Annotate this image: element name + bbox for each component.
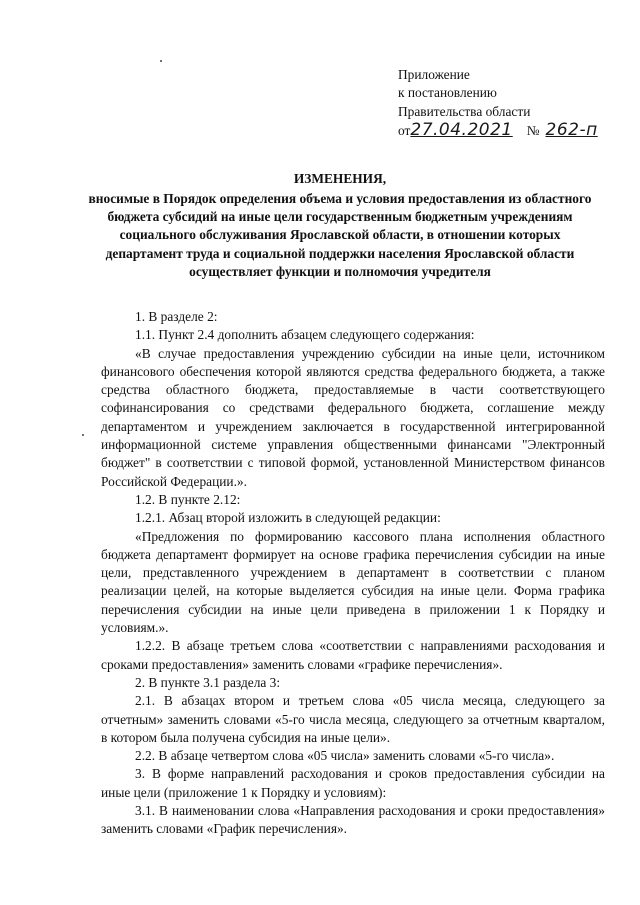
paragraph-2: 2. В пункте 3.1 раздела 3: [135, 674, 281, 690]
paragraph-quote-1: «В случае предоставления учреждению субсидии на иные цели, источником финансового обеспечения которой являются средства федерального бюджета, а также средства областного бюджета, предоставляемые в части соответствующего софинансирования со средствами федерального бюджета, соглашение между департаментом и учреждением заключается в государственной интегрированной информационной системе управления общественными финансами "Электронный бюджет" в соответствии с типовой формой, установленной Министерством финансов Российской Федерации.». [101, 345, 605, 489]
scan-speck [82, 434, 84, 436]
stamp-line-date-number [398, 121, 628, 140]
paragraph-quote-2: «Предложения по формированию кассового плана исполнения областного бюджета департамент формирует на основе графика перечисления субсидии на иные цели, представленного учреждением в департамент в соответствии с планом реализации целей, на которые выделяется субсидия на иные цели. Форма графика перечисления субсидии на иные цели приведена в приложении 1 к Порядку и условиям.». [101, 528, 605, 636]
document-body [101, 308, 605, 839]
stamp-line-government: Правительства области [398, 103, 531, 119]
scan-speck [160, 60, 162, 62]
paragraph-2-1: 2.1. В абзацах втором и третьем слова «05 числа месяца, следующего за отчетным» заменить словами «5-го числа месяца, следующего за отчетным кварталом, в котором была получена субсидия на иные цели». [101, 693, 605, 745]
paragraph-3: 3. В форме направлений расходования и сроков предоставления субсидии на иные цели (приложение 1 к Порядку и условиям): [101, 766, 605, 800]
paragraph-1-2-1: 1.2.1. Абзац второй изложить в следующей редакции: [135, 510, 441, 526]
paragraph-1-1: 1.1. Пункт 2.4 дополнить абзацем следующего содержания: [135, 327, 475, 343]
document-title: ИЗМЕНЕНИЯ, [293, 171, 387, 186]
handwritten-date: 27.04.2021 [410, 120, 513, 141]
paragraph-1-2: 1.2. В пункте 2.12: [135, 491, 241, 507]
stamp-line-appendix: Приложение [398, 67, 470, 82]
number-sign: № [526, 123, 540, 139]
date-prefix: от [398, 123, 411, 139]
paragraph-1-2-2: 1.2.2. В абзаце третьем слова «соответствии с направлениями расходования и сроками предоставления» заменить словами «графике перечисления». [101, 638, 605, 672]
paragraph-2-2: 2.2. В абзаце четвертом слова «05 числа» заменить словами «5-го числа». [135, 748, 555, 764]
paragraph-3-1: 3.1. В наименовании слова «Направления расходования и сроки предоставления» заменить словами «График перечисления». [101, 803, 605, 837]
document-subtitle: вносимые в Порядок определения объема и условия предоставления из областного бюджета субсидий на иные цели государственным бюджетным учреждениям социального обслуживания Ярославской области, в отношении которых департамент труда и социальной поддержки населения Ярославской области осуществляет функции и полномочия учредителя [88, 191, 592, 279]
appendix-stamp [398, 66, 628, 141]
stamp-line-to-resolution: к постановлению [398, 85, 497, 101]
handwritten-number: 262-п [545, 120, 598, 141]
paragraph-1: 1. В разделе 2: [135, 309, 218, 324]
